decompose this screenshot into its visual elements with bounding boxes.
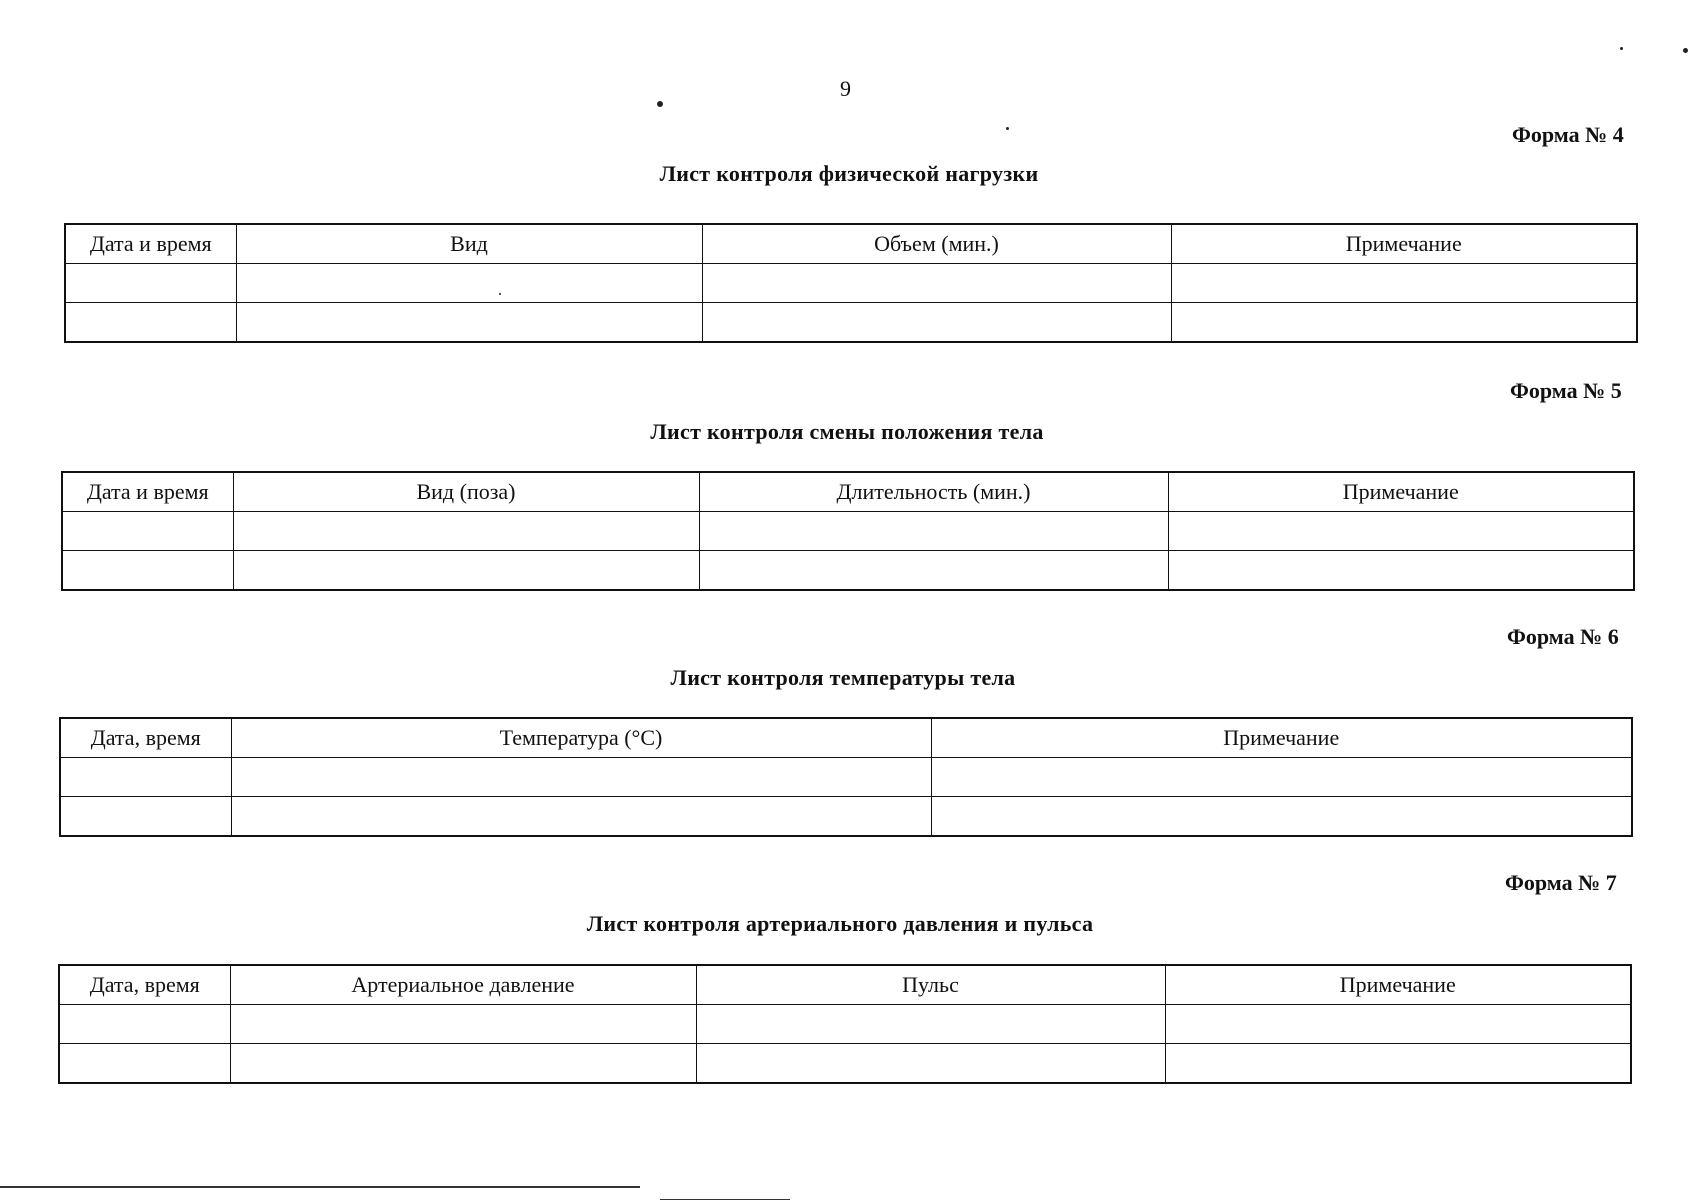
col-header-note: Примечание	[931, 718, 1632, 758]
col-header-type: Вид	[236, 224, 702, 264]
table-cell[interactable]	[699, 512, 1168, 551]
scan-speck	[657, 101, 663, 107]
col-header-datetime: Дата, время	[60, 718, 231, 758]
form-7-title: Лист контроля артериального давления и пульса	[586, 911, 1094, 936]
col-header-note: Примечание	[1168, 472, 1634, 512]
col-header-note: Примечание	[1165, 965, 1631, 1005]
form-6-label: Форма № 6	[1507, 624, 1619, 649]
col-header-volume: Объем (мин.)	[702, 224, 1171, 264]
table-cell[interactable]	[1171, 264, 1637, 303]
table-cell[interactable]	[236, 264, 702, 303]
table-header-row	[65, 224, 1637, 264]
table-cell[interactable]	[236, 303, 702, 343]
table-row	[59, 1044, 1631, 1084]
table-cell[interactable]	[62, 551, 233, 591]
table-row	[59, 1005, 1631, 1044]
table-cell[interactable]	[65, 303, 236, 343]
table-cell[interactable]	[60, 758, 231, 797]
table-header-row	[60, 718, 1632, 758]
form-5-title: Лист контроля смены положения тела	[650, 419, 1044, 444]
table-cell[interactable]	[59, 1044, 230, 1084]
table-cell[interactable]	[59, 1005, 230, 1044]
form-7-label: Форма № 7	[1505, 870, 1617, 895]
scan-speck	[1683, 48, 1688, 53]
form-4-title: Лист контроля физической нагрузки	[659, 161, 1039, 186]
scan-speck	[1620, 47, 1623, 50]
table-cell[interactable]	[60, 797, 231, 837]
table-row	[60, 797, 1632, 837]
col-header-duration: Длительность (мин.)	[699, 472, 1168, 512]
page-number: 9	[840, 76, 851, 101]
table-cell[interactable]	[699, 551, 1168, 591]
table-cell[interactable]	[230, 1044, 696, 1084]
form-4-table	[64, 223, 1638, 343]
table-cell[interactable]	[233, 512, 699, 551]
table-cell[interactable]	[702, 303, 1171, 343]
table-cell[interactable]	[702, 264, 1171, 303]
table-cell[interactable]	[696, 1044, 1165, 1084]
scan-speck	[499, 293, 501, 295]
form-7-table	[58, 964, 1632, 1084]
scan-speck	[1006, 127, 1009, 130]
table-row	[60, 758, 1632, 797]
table-header-row	[59, 965, 1631, 1005]
col-header-note: Примечание	[1171, 224, 1637, 264]
col-header-datetime: Дата и время	[62, 472, 233, 512]
table-cell[interactable]	[931, 797, 1632, 837]
table-cell[interactable]	[696, 1005, 1165, 1044]
col-header-datetime: Дата, время	[59, 965, 230, 1005]
table-cell[interactable]	[233, 551, 699, 591]
table-cell[interactable]	[1165, 1044, 1631, 1084]
table-row	[62, 551, 1634, 591]
form-6-title: Лист контроля температуры тела	[670, 665, 1016, 690]
table-cell[interactable]	[1171, 303, 1637, 343]
table-cell[interactable]	[931, 758, 1632, 797]
table-cell[interactable]	[230, 1005, 696, 1044]
table-cell[interactable]	[1168, 512, 1634, 551]
col-header-pose: Вид (поза)	[233, 472, 699, 512]
table-header-row	[62, 472, 1634, 512]
col-header-blood-pressure: Артериальное давление	[230, 965, 696, 1005]
table-row	[62, 512, 1634, 551]
col-header-pulse: Пульс	[696, 965, 1165, 1005]
col-header-datetime: Дата и время	[65, 224, 236, 264]
form-5-table	[61, 471, 1635, 591]
form-4-label: Форма № 4	[1512, 122, 1624, 147]
table-cell[interactable]	[65, 264, 236, 303]
form-5-label: Форма № 5	[1510, 378, 1622, 403]
col-header-temperature: Температура (°С)	[231, 718, 931, 758]
table-cell[interactable]	[1168, 551, 1634, 591]
table-cell[interactable]	[231, 758, 931, 797]
scan-edge-line	[0, 1186, 640, 1188]
table-row	[65, 264, 1637, 303]
table-cell[interactable]	[62, 512, 233, 551]
form-6-table	[59, 717, 1633, 837]
table-cell[interactable]	[231, 797, 931, 837]
table-row	[65, 303, 1637, 343]
table-cell[interactable]	[1165, 1005, 1631, 1044]
